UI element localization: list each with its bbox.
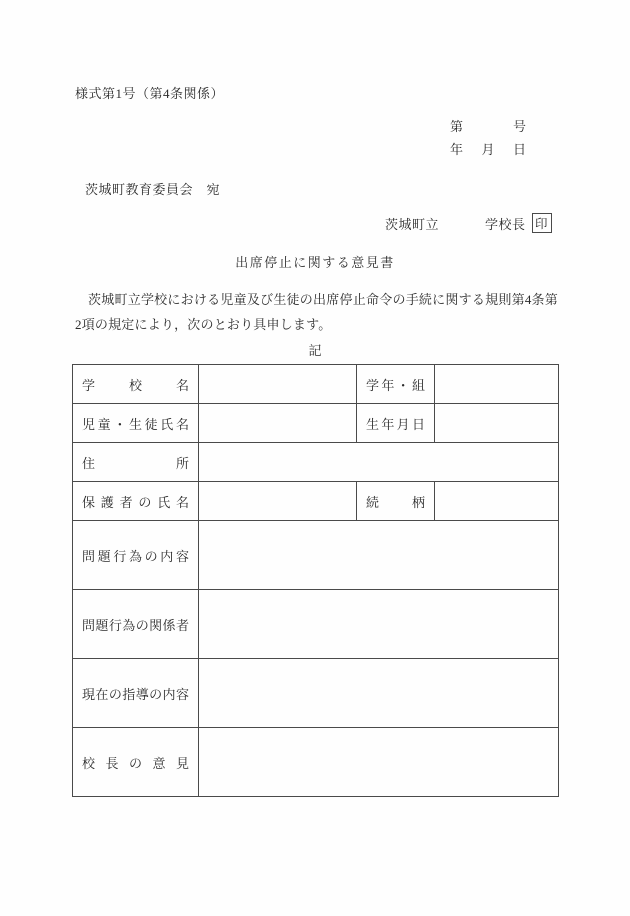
sender-line <box>385 213 552 233</box>
problem-behavior-label: 問 題 行 為 の 内 容 <box>82 548 189 564</box>
table-row-address <box>73 443 559 482</box>
form-number: 様式第1号（第4条関係） <box>75 86 225 101</box>
address-label: 住 所 <box>82 455 189 471</box>
persons-involved-field <box>199 590 559 659</box>
current-guidance-label: 現 在 の 指 導 の 内 容 <box>82 686 189 702</box>
document-title: 出席停止に関する意見書 <box>235 255 395 270</box>
table-row-student <box>73 404 559 443</box>
table-row-principal-opinion <box>73 728 559 797</box>
document-meta <box>450 115 526 161</box>
principal-opinion-label: 校 長 の 意 見 <box>82 755 189 771</box>
relationship-label: 続 柄 <box>366 494 425 510</box>
school-name-field <box>199 365 357 404</box>
birthdate-label: 生 年 月 日 <box>366 416 425 432</box>
sender-prefix: 茨城町立 <box>385 216 440 232</box>
form-table <box>72 364 559 797</box>
document-number-line <box>450 115 526 138</box>
body-paragraph: 茨城町立学校における児童及び生徒の出席停止命令の手続に関する規則第4条第2項の規定により，次のとおり具申します。 <box>75 292 558 332</box>
relationship-field <box>435 482 559 521</box>
table-row-guardian <box>73 482 559 521</box>
guardian-name-label: 保 護 者 の 氏 名 <box>82 494 189 510</box>
grade-class-label: 学 年 ・ 組 <box>366 377 425 393</box>
date-month-label: 月 <box>481 142 495 157</box>
birthdate-field <box>435 404 559 443</box>
current-guidance-field <box>199 659 559 728</box>
doc-no-suffix: 号 <box>512 119 526 134</box>
principal-seal: 印 <box>532 213 552 233</box>
grade-class-field <box>435 365 559 404</box>
date-line <box>450 138 526 161</box>
persons-involved-label: 問 題 行 為 の 関 係 者 <box>82 617 189 633</box>
table-row-current-guidance <box>73 659 559 728</box>
problem-behavior-field <box>199 521 559 590</box>
student-name-label: 児 童 ・ 生 徒 氏 名 <box>82 416 189 432</box>
sender-title: 学校長 <box>485 216 526 232</box>
school-name-label: 学 校 名 <box>82 377 189 393</box>
table-row-problem-behavior <box>73 521 559 590</box>
student-name-field <box>199 404 357 443</box>
principal-opinion-field <box>199 728 559 797</box>
date-day-label: 日 <box>512 142 526 157</box>
table-row-school <box>73 365 559 404</box>
address-field <box>199 443 559 482</box>
addressee: 茨城町教育委員会 宛 <box>85 182 221 197</box>
guardian-name-field <box>199 482 357 521</box>
record-marker: 記 <box>308 343 322 358</box>
doc-no-prefix: 第 <box>450 119 464 134</box>
table-row-persons-involved <box>73 590 559 659</box>
date-year-label: 年 <box>450 142 464 157</box>
